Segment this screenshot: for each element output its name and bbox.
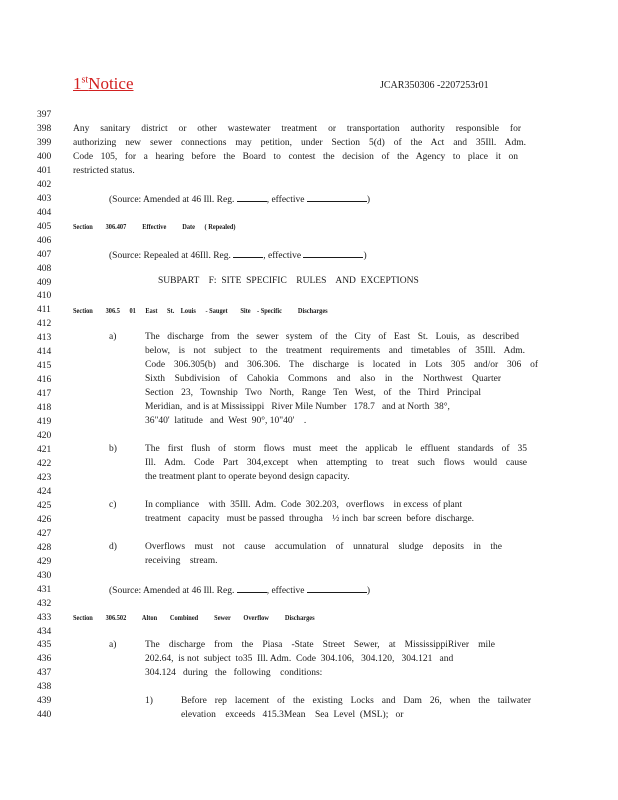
line-number: 427 <box>37 528 52 539</box>
item-line: In compliance with 35Ill. Adm. Code 302.203, overflows in excess of plant <box>145 500 463 510</box>
item-line: The first flush of storm flows must meet the applicab le effluent standards of 35 <box>145 444 527 454</box>
item-label: d) <box>109 542 117 552</box>
source-mid: , effective <box>266 586 305 596</box>
item-label: a) <box>109 640 117 650</box>
line-number: 437 <box>37 668 52 679</box>
item-label: b) <box>109 444 117 454</box>
item-line: Sixth Subdivision of Cahokia Commons and also in the Northwest Quarter <box>145 374 501 384</box>
document-id: JCAR350306 -2207253r01 <box>380 80 489 91</box>
line-number: 440 <box>37 710 52 721</box>
line-number: 434 <box>37 626 52 637</box>
item-line: The discharge from the Piasa -State Street Sewer, at MississippiRiver mile <box>145 640 495 650</box>
section-heading: Section 306.502 Alton Combined Sewer Overflow Discharges <box>73 613 315 622</box>
line-number: 435 <box>37 640 52 651</box>
line-number: 400 <box>37 151 52 162</box>
line-number: 431 <box>37 584 52 595</box>
item-label: a) <box>109 332 117 342</box>
line-number: 430 <box>37 570 52 581</box>
item-line: Overflows must not cause accumulation of unnatural sludge deposits in the <box>145 542 502 552</box>
line-number: 409 <box>37 277 52 288</box>
section-heading: Section 306.5 01 East St. Louis - Sauget Site - Specific Discharges <box>73 306 328 315</box>
source-prefix: (Source: Repealed at 46Ill. Reg. <box>109 251 231 261</box>
paragraph-line: restricted status. <box>73 166 135 176</box>
line-number: 425 <box>37 500 52 511</box>
line-number: 426 <box>37 514 52 525</box>
item-label: c) <box>109 500 117 510</box>
line-number: 403 <box>37 193 52 204</box>
paragraph-line: Code 105, for a hearing before the Board to contest the decision of the Agency to place it on <box>73 152 518 162</box>
line-number: 423 <box>37 472 52 483</box>
item-line: treatment capacity must be passed througha ½ inch bar screen before discharge. <box>145 514 475 524</box>
item-line: elevation exceeds 415.3Mean Sea Level (MSL); or <box>181 710 404 720</box>
blank-line <box>307 193 367 202</box>
item-line: the treatment plant to operate beyond design capacity. <box>145 472 350 482</box>
line-number: 421 <box>37 445 52 456</box>
item-line: Ill. Adm. Code Part 304,except when attempting to treat such flows would cause <box>145 458 527 468</box>
line-number: 418 <box>37 403 52 414</box>
line-number: 411 <box>37 305 51 316</box>
line-number: 402 <box>37 179 52 190</box>
item-line: Code 306.305(b) and 306.306. The discharge is located in Lots 305 and/or 306 of <box>145 360 538 370</box>
blank-line <box>237 584 267 593</box>
blank-line <box>303 249 363 258</box>
line-number: 415 <box>37 361 52 372</box>
blank-line <box>233 249 263 258</box>
line-number: 432 <box>37 598 52 609</box>
item-line: 202.64, is not subject to35 Ill. Adm. Code 304.106, 304.120, 304.121 and <box>145 654 454 664</box>
line-number: 416 <box>37 375 52 386</box>
line-number: 420 <box>37 431 52 442</box>
section-heading: Section 306.407 Effective Date ( Repealed) <box>73 222 236 231</box>
line-number: 429 <box>37 556 52 567</box>
item-line: 36"40' latitude and West 90°, 10"40' . <box>145 416 307 426</box>
source-end: ) <box>366 586 371 596</box>
line-number: 407 <box>37 249 52 260</box>
line-number: 428 <box>37 542 52 553</box>
blank-line <box>307 584 367 593</box>
line-number: 408 <box>37 263 52 274</box>
line-number: 436 <box>37 654 52 665</box>
line-number: 433 <box>37 612 52 623</box>
notice-heading: 1stNotice <box>73 74 134 93</box>
source-mid: , effective <box>263 251 302 261</box>
item-line: below, is not subject to the treatment requirements and timetables of 35Ill. Adm. <box>145 346 525 356</box>
subpart-heading: SUBPART F: SITE SPECIFIC RULES AND EXCEPTIONS <box>158 276 419 286</box>
source-prefix: (Source: Amended at 46 Ill. Reg. <box>109 195 235 205</box>
line-number: 398 <box>37 123 52 134</box>
source-end: ) <box>366 195 371 205</box>
source-mid: , effective <box>266 195 305 205</box>
line-number: 405 <box>37 221 52 232</box>
source-prefix: (Source: Amended at 46 Ill. Reg. <box>109 586 235 596</box>
source-note <box>109 584 370 597</box>
item-line: The discharge from the sewer system of the City of East St. Louis, as described <box>145 332 519 342</box>
line-number: 410 <box>37 291 52 302</box>
item-label: 1) <box>145 696 153 706</box>
paragraph-line: authorizing new sewer connections may petition, under Section 5(d) of the Act and 35Ill. Adm. <box>73 138 526 148</box>
line-number: 404 <box>37 207 52 218</box>
line-number: 412 <box>37 319 52 330</box>
item-line: Meridian, and is at Mississippi River Mile Number 178.7 and at North 38°, <box>145 402 450 412</box>
line-number: 397 <box>37 110 52 120</box>
source-end: ) <box>363 251 367 261</box>
item-line: receiving stream. <box>145 556 218 566</box>
line-number: 419 <box>37 417 52 428</box>
item-line: Section 23, Township Two North, Range Ten West, of the Third Principal <box>145 388 481 398</box>
source-note <box>109 249 367 262</box>
line-number: 439 <box>37 696 52 707</box>
line-number: 417 <box>37 389 52 400</box>
line-number: 424 <box>37 486 52 497</box>
line-number: 438 <box>37 682 52 693</box>
line-number: 422 <box>37 459 52 469</box>
line-number: 406 <box>37 235 52 246</box>
item-line: 304.124 during the following conditions: <box>145 668 323 678</box>
blank-line <box>237 193 267 202</box>
item-line: Before rep lacement of the existing Locks and Dam 26, when the tailwater <box>181 696 531 706</box>
line-number: 414 <box>37 347 52 358</box>
line-number: 401 <box>37 165 52 176</box>
paragraph-line: Any sanitary district or other wastewater treatment or transportation authority responsible for <box>73 124 521 134</box>
line-number: 399 <box>37 137 52 148</box>
line-number: 413 <box>37 333 52 344</box>
source-note <box>109 193 370 206</box>
